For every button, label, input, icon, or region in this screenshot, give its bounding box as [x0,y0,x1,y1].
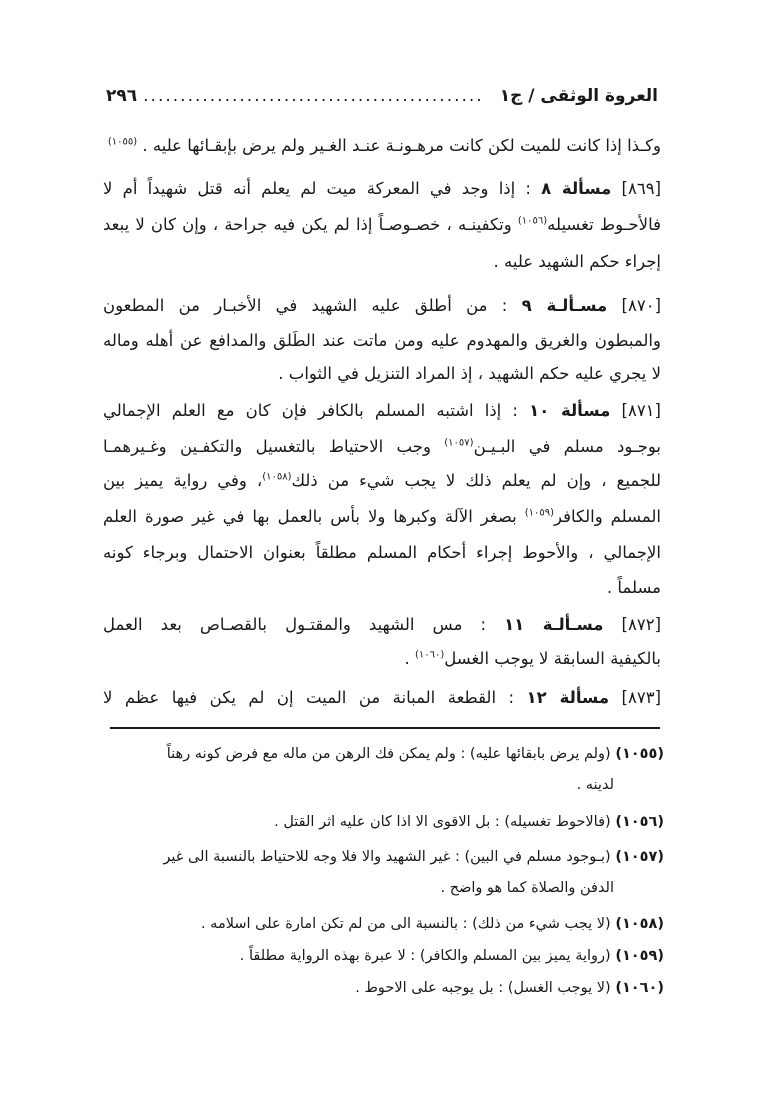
footnote-separator [110,727,660,729]
body-line: لا يجري عليه حكم الشهيد ، إذ المراد التنزيل في الثواب . [278,364,661,383]
body-line: مسلماً . [606,578,661,597]
body-line: فالأحـوط تغسيله$^{(١٠٥٦)}$ وتكفينـه ، خصـوصـاً إذا لم يكن فيه جراحة ، وإن كان لا يبعد [103,215,662,234]
footnote: (١٠٥٨) (لا يجب شيء من ذلك) : بالنسبة الى من لم تكن امارة على اسلامه . [200,916,664,932]
footnote: (١٠٥٦) (فالاحوط تغسيله) : بل الاقوى الا اذا كان عليه اثر القتل . [274,814,664,830]
footnote-continuation: لدينه . [576,777,614,793]
body-line: وكـذا إذا كانت للميت لكن كانت مرهـونـة عنـد الغـير ولم يرض بإبقـائها عليه . $^{(١٠٥٥)}$ [107,136,661,155]
footnote: (١٠٥٧) (بـوجود مسلم في البين) : غير الشهيد والا فلا وجه للاحتياط بالنسبة الى غير [163,849,664,865]
body-line: بوجـود مسلم في البـيـن$^{(١٠٥٧)}$ وجب الاحتياط بالتغسيل والتكفـين وغـيرهمـا [103,437,662,456]
footnote: (١٠٥٩) (رواية يميز بين المسلم والكافر) : لا عبرة بهذه الرواية مطلقاً . [239,948,664,964]
footnote-continuation: الدفن والصلاة كما هو واضح . [440,880,614,896]
footnote-ref: (١٠٥٥) [107,136,138,148]
body-line: إجراء حكم الشهيد عليه . [493,252,661,271]
dot-leader: .............................................. [143,86,484,106]
body-line: الإجمالي ، والأحوط إجراء أحكام المسلم مطلقاً بعنوان الاحتمال وبرجاء كونه [103,543,661,562]
body-line: [٨٦٩] مسألة ٨ : إذا وجد في المعركة ميت لم يعلم أنه قتل شهيداً أم لا [103,179,661,198]
body-line: [٨٧١] مسألة ١٠ : إذا اشتبه المسلم بالكافر فإن كان مع العلم الإجمالي [103,401,661,420]
body-line: والمبطون والغريق والمهدوم عليه ومن ماتت عند الطَلق والمدافع عن أهله وماله [103,331,661,350]
issue-number: [٨٧٣] [621,688,661,707]
issue-label: مسـألـة ١١ [504,615,604,634]
issue-number: [٨٧٢] [621,615,662,634]
running-header [106,86,658,114]
body-line: المسلم والكافر$^{(١٠٥٩)}$ بصغر الآلة وكبرها ولا بأس بالعمل بها في غير صورة العلم [103,507,661,526]
body-line: [٨٧٣] مسألة ١٢ : القطعة المبانة من الميت إن لم يكن فيها عظم لا [103,688,661,707]
footnote-ref: (١٠٥٧) [444,437,474,449]
issue-label: مسألة ٨ [541,179,612,198]
footnote-ref: (١٠٥٦) [517,215,548,227]
issue-number: [٨٦٩] [621,179,661,198]
issue-label: مسألة ١٠ [529,401,611,420]
footnote: (١٠٥٥) (ولم يرض بابقائها عليه) : ولم يمكن فك الرهن من ماله مع فرض كونه رهناً [166,746,664,762]
issue-number: [٨٧٠] [621,296,661,315]
footnote-ref: (١٠٥٨) [262,471,292,483]
footnote: (١٠٦٠) (لا يوجب الغسل) : بل يوجبه على الاحوط . [355,980,664,996]
body-line: بالكيفية السابقة لا يوجب الغسل$^{(١٠٦٠)}$ . [404,649,661,668]
page-number: ٢٩٦ [106,86,138,106]
issue-number: [٨٧١] [621,401,661,420]
running-title: العروة الوثقى / ج١ [499,86,658,106]
issue-label: مسـألـة ٩ [521,296,608,315]
body-line: [٨٧٠] مسـألـة ٩ : من أطلق عليه الشهيد في الأخبـار من المطعون [103,296,661,315]
footnote-ref: (١٠٥٩) [524,507,554,519]
issue-label: مسألة ١٢ [526,688,610,707]
body-line: للجميع ، وإن لم يعلم ذلك لا يجب شيء من ذلك$^{(١٠٥٨)}$، وفي رواية يميز بين [103,471,661,490]
body-line: [٨٧٢] مسـألـة ١١ : مس الشهيد والمقتـول بالقصـاص بعد العمل [103,615,662,634]
footnote-ref: (١٠٦٠) [414,649,445,661]
